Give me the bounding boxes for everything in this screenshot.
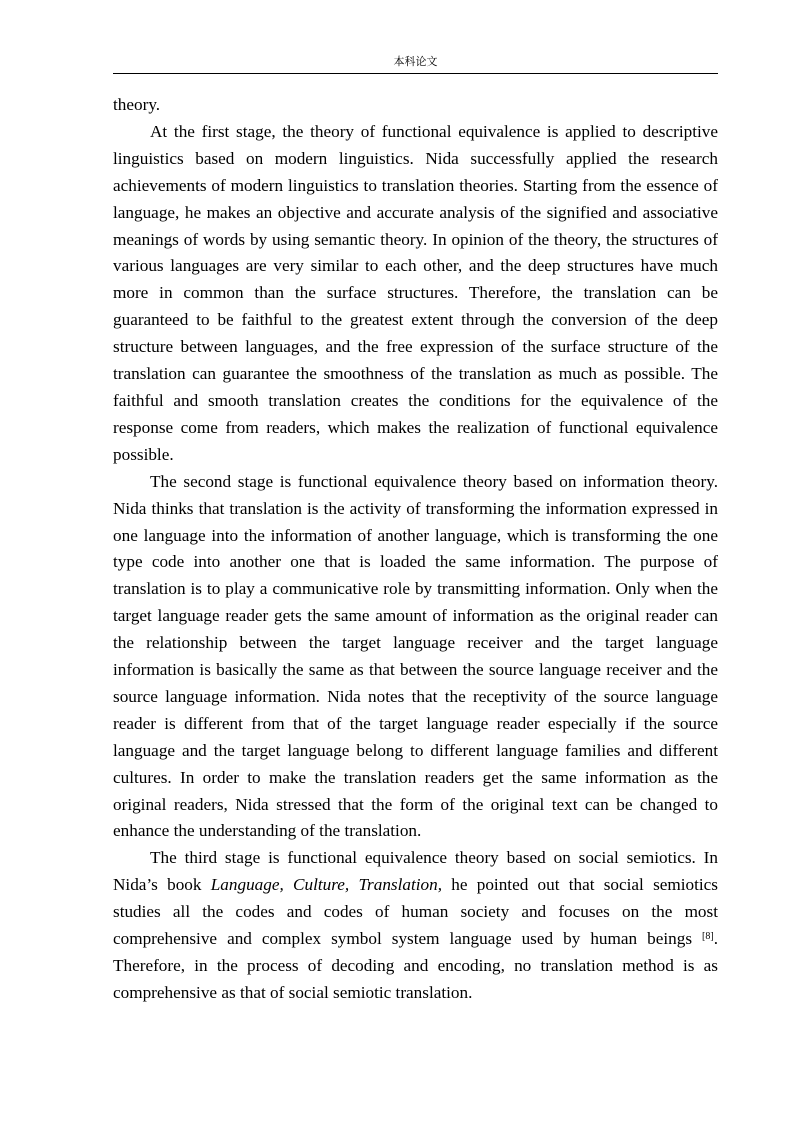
paragraph-third-stage bbox=[113, 845, 718, 1006]
paragraph-second-stage: The second stage is functional equivalence theory based on information theory. Nida thinks that translation is the activity of transforming the information expressed in one language into the information of another language, which is transforming the one type code into another one that is loaded the same information. The purpose of translation is to play a communicative role by transmitting information. Only when the target language reader gets the same amount of information as the original reader can the relationship between the target language receiver and the target language information is basically the same as that between the source language receiver and the source language information. Nida notes that the receptivity of the source language reader is different from that of the target language reader especially if the source language and the target language belong to different language families and different cultures. In order to make the translation readers get the same information as the original readers, Nida stressed that the form of the original text can be changed to enhance the understanding of the translation. bbox=[113, 471, 718, 841]
paragraph-third-text-3: . Therefore, in the process of decoding and encoding, no translation method is as comprehensive as that of social semiotic translation. bbox=[113, 929, 718, 1002]
body-text bbox=[113, 92, 718, 1007]
header-title: 本科论文 bbox=[393, 55, 438, 68]
paragraph-third-text-2: he pointed out that social semiotics studies all the codes and codes of human society and focuses on the most comprehensive and complex symbol system language used by human beings bbox=[113, 875, 719, 949]
paragraph-continuation: theory. bbox=[113, 95, 161, 114]
paragraph-third-text-1: The third stage is functional equivalence theory based on social semiotics. In Nida’s book bbox=[113, 848, 718, 895]
paragraph-first-stage: At the first stage, the theory of functional equivalence is applied to descriptive linguistics based on modern linguistics. Nida successfully applied the research achievements of modern linguistics to translation theories. Starting from the essence of language, he makes an objective and accurate analysis of the signified and associative meanings of words by using semantic theory. In opinion of the theory, the structures of various languages are very similar to each other, and the deep structures have much more in common than the surface structures. Therefore, the translation can be guaranteed to be faithful to the greatest extent through the conversion of the deep structure between languages, and the free expression of the surface structure of the translation can guarantee the smoothness of the translation as much as possible. The faithful and smooth translation creates the conditions for the equivalence of the response come from readers, which makes the realization of functional equivalence possible. bbox=[113, 121, 718, 464]
book-title: Language, Culture, Translation, bbox=[210, 875, 443, 895]
citation-reference: [8] bbox=[702, 931, 714, 943]
page-header bbox=[113, 52, 718, 74]
